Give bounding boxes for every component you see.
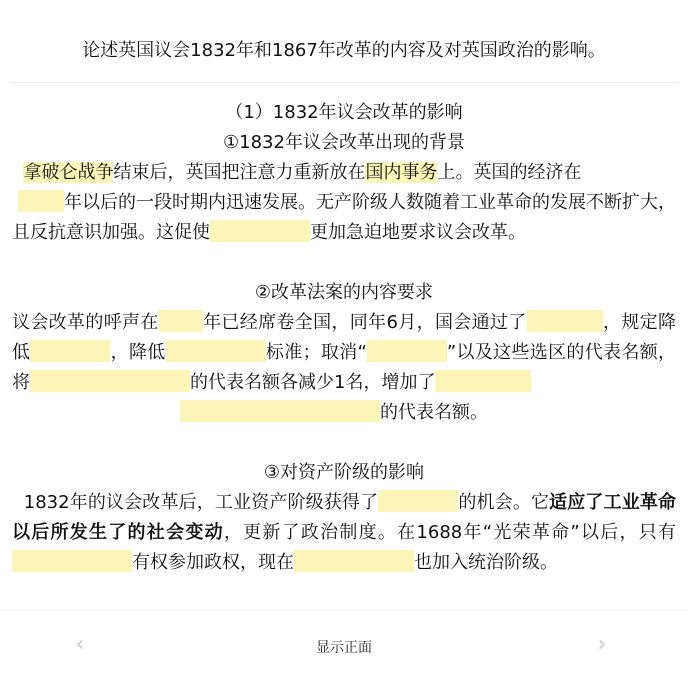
cloze-blank[interactable] xyxy=(159,310,203,332)
question-text: 论述英国议会1832年和1867年改革的内容及对英国政治的影响。 xyxy=(82,40,606,61)
reform-content-paragraph: 议会改革的呼声在 年已经席卷全国，同年6月，国会通过了 ，规定降低 ，降低 标准；取消“ ”以及这些选区的代表名额，将 的代表名额各减少1名，增加了 的代表名额。 xyxy=(12,312,677,423)
cloze-blank[interactable] xyxy=(18,190,64,212)
cloze-blank[interactable] xyxy=(12,550,132,572)
background-title: ①1832年议会改革出现的背景 xyxy=(223,132,465,153)
background-paragraph: 拿破仑战争结束后，英国把注意力重新放在国内事务上。英国的经济在 年以后的一段时期内迅速发展。无产阶级人数随着工业革命的发展不断扩大，且反抗意识加强。这促使 更加急迫地要求议会改革。 xyxy=(12,162,676,243)
cloze-blank[interactable] xyxy=(210,220,310,242)
show-front-button[interactable]: 显示正面 xyxy=(316,640,372,656)
bold-statement: 适应了工业革命以后所发生了的社会变动 xyxy=(12,492,677,543)
cloze-blank[interactable] xyxy=(367,340,447,362)
cloze-blank[interactable] xyxy=(378,490,458,512)
chevron-left-icon[interactable]: ‹ xyxy=(75,632,85,657)
highlight-domestic-affairs: 国内事务 xyxy=(365,162,438,183)
footer-bar xyxy=(0,610,688,677)
highlight-napoleonic-wars: 拿破仑战争 xyxy=(23,162,114,183)
cloze-blank[interactable] xyxy=(435,370,531,392)
cloze-blank[interactable] xyxy=(294,550,414,572)
reform-content-title: ②改革法案的内容要求 xyxy=(254,282,434,303)
cloze-blank[interactable] xyxy=(166,340,266,362)
cloze-blank[interactable] xyxy=(30,340,110,362)
cloze-blank[interactable] xyxy=(30,370,190,392)
bourgeoisie-title: ③对资产阶级的影响 xyxy=(263,462,425,483)
chevron-right-icon[interactable]: › xyxy=(597,632,607,657)
bourgeoisie-paragraph: 1832年的议会改革后，工业资产阶级获得了 的机会。它适应了工业革命以后所发生了的社会变动，更新了政治制度。在1688年“光荣革命”以后，只有有权参加政权，现在 也加入统治阶级。 xyxy=(12,492,677,573)
answer-card xyxy=(12,98,676,578)
cloze-blank[interactable] xyxy=(180,400,380,422)
cloze-blank[interactable] xyxy=(527,310,603,332)
section-heading: （1）1832年议会改革的影响 xyxy=(225,102,463,123)
divider xyxy=(10,82,678,83)
